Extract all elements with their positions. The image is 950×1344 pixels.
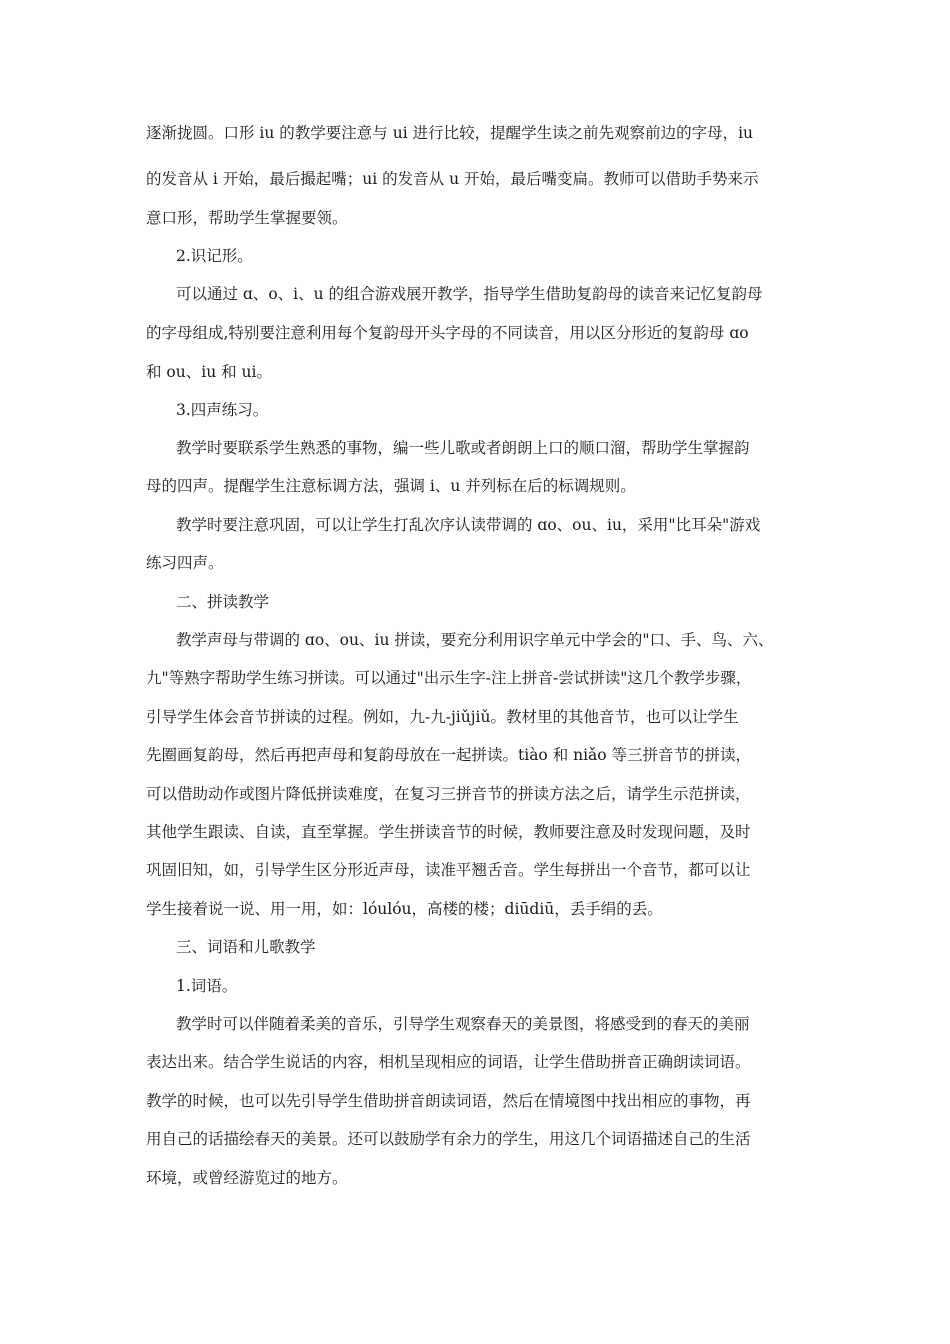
text-line: 巩固旧知，如，引导学生区分形近声母，读准平翘舌音。学生每拼出一个音节，都可以让 <box>146 861 751 879</box>
text-line: 可以借助动作或图片降低拼读难度，在复习三拼音节的拼读方法之后，请学生示范拼读， <box>146 785 751 803</box>
text-line: 的字母组成,特别要注意利用每个复韵母开头字母的不同读音，用以区分形近的复韵母 ɑo <box>146 324 749 342</box>
section-heading: 三、词语和儿歌教学 <box>176 938 316 956</box>
text-line: 九"等熟字帮助学生练习拼读。可以通过"出示生字-注上拼音-尝试拼读"这几个教学步骤， <box>146 669 752 687</box>
section-heading: 1.词语。 <box>176 977 238 995</box>
text-line: 其他学生跟读、自读，直至掌握。学生拼读音节的时候，教师要注意及时发现问题，及时 <box>146 823 751 841</box>
text-line: 引导学生体会音节拼读的过程。例如，九-九-jiǔjiǔ。教材里的其他音节，也可以让学生 <box>146 708 739 726</box>
text-line: 练习四声。 <box>146 554 224 572</box>
text-line: 可以通过 ɑ、o、i、u 的组合游戏展开教学，指导学生借助复韵母的读音来记忆复韵母 <box>176 285 763 303</box>
text-line: 教学时要注意巩固，可以让学生打乱次序认读带调的 ɑo、ou、iu，采用"比耳朵"游戏 <box>176 516 761 534</box>
text-line: 意口形，帮助学生掌握要领。 <box>146 209 348 227</box>
text-line: 教学的时候，也可以先引导学生借助拼音朗读词语，然后在情境图中找出相应的事物，再 <box>146 1092 751 1110</box>
text-line: 环境，或曾经游览过的地方。 <box>146 1169 348 1187</box>
text-line: 的发音从 i 开始，最后撮起嘴；ui 的发音从 u 开始，最后嘴变扁。教师可以借助手势来示 <box>146 170 759 188</box>
text-line: 表达出来。结合学生说话的内容，相机呈现相应的词语，让学生借助拼音正确朗读词语。 <box>146 1053 751 1071</box>
section-heading: 二、拼读教学 <box>176 593 270 611</box>
text-line: 教学时要联系学生熟悉的事物，编一些儿歌或者朗朗上口的顺口溜，帮助学生掌握韵 <box>176 439 750 457</box>
section-heading: 2.识记形。 <box>176 247 253 265</box>
text-line: 和 ou、iu 和 ui。 <box>146 363 272 381</box>
text-line: 逐渐拢圆。口形 iu 的教学要注意与 ui 进行比较，提醒学生读之前先观察前边的字母，iu <box>146 124 754 142</box>
text-line: 先圈画复韵母，然后再把声母和复韵母放在一起拼读。tiào 和 niǎo 等三拼音节的拼读， <box>146 746 752 764</box>
text-line: 学生接着说一说、用一用，如：lóulóu，高楼的楼；diūdiū，丢手绢的丢。 <box>146 900 663 918</box>
text-line: 用自己的话描绘春天的美景。还可以鼓励学有余力的学生，用这几个词语描述自己的生活 <box>146 1130 751 1148</box>
text-line: 教学时可以伴随着柔美的音乐，引导学生观察春天的美景图，将感受到的春天的美丽 <box>176 1015 750 1033</box>
text-line: 母的四声。提醒学生注意标调方法，强调 i、u 并列标在后的标调规则。 <box>146 477 636 495</box>
section-heading: 3.四声练习。 <box>176 401 269 419</box>
text-line: 教学声母与带调的 ɑo、ou、iu 拼读，要充分利用识字单元中学会的"口、手、鸟、六、 <box>176 631 774 649</box>
